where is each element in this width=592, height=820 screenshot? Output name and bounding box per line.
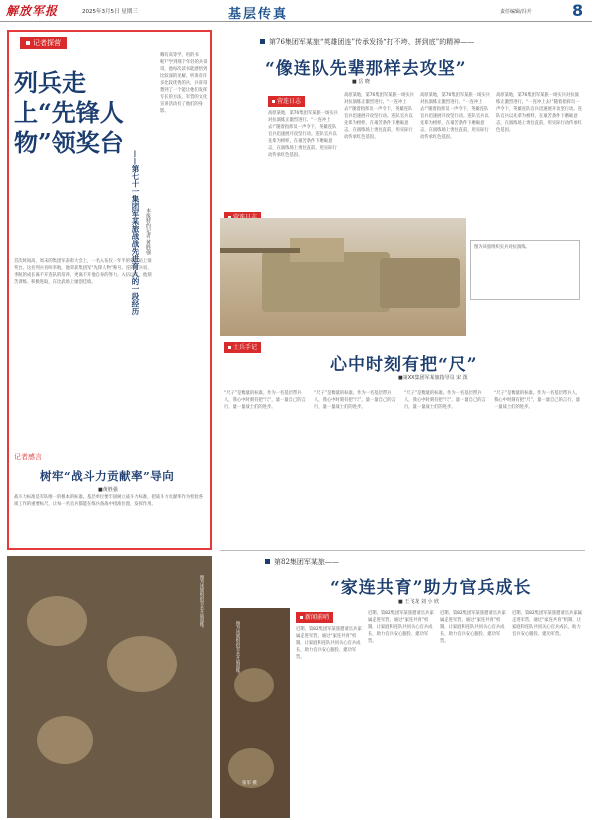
square-bullet-icon xyxy=(260,39,265,44)
top-story-col2: 高原某地，第76集团军某旅一场实兵对抗演练正激烈进行。“一连冲上去!”随着指挥员一声令下，英雄连队官兵迅速展开攻坚行动。连队官兵以先辈为榜样，在艰苦条件下磨砺意志，在演练场上勇往直前，用实际行动传承红色基因。 xyxy=(344,93,414,140)
soldier-notes-tag xyxy=(224,342,261,353)
bottom-story-col4: 近期，第82集团军某旅邀请官兵家属走进军营，通过“家连共育”机制，让家庭和连队共同关心官兵成长，助力官兵安心服役、建功军营。 xyxy=(512,611,582,637)
kicker-dot-icon xyxy=(26,41,30,45)
left-section2-byline: ■黄胜强 xyxy=(98,487,118,493)
helmet-shape xyxy=(37,716,93,764)
bottom-story-kicker xyxy=(265,557,339,567)
mid-story-col3: “尺子”是衡量的标准。作为一名基层带兵人，我心中时刻有把“尺”，量一量自己的言行，量一量战士们的进步。 xyxy=(404,391,486,410)
training-photo xyxy=(7,556,212,818)
section-title: 基层传真 xyxy=(228,7,289,22)
bottom-story-col3: 近期，第82集团军某旅邀请官兵家属走进军营，通过“家连共育”机制，让家庭和连队共同关心官兵成长，助力官兵安心服役、建功军营。 xyxy=(440,611,506,644)
soldier-notes-tag-label: 士兵手记 xyxy=(233,344,258,351)
bottom-story-col2: 近期，第82集团军某旅邀请官兵家属走进军营，通过“家连共育”机制，让家庭和连队共同关心官兵成长，助力官兵安心服役、建功军营。 xyxy=(368,611,434,644)
soldiers-photo-credit: 张军 摄 xyxy=(242,781,257,786)
soldiers-photo-caption: 图为该旅组织官兵开展训练。 xyxy=(235,621,240,677)
left-feature-byline: 本报特约记者 黄胜强 xyxy=(145,208,151,255)
mid-story-byline: ■第XX集团军某旅指导员 宋 泼 xyxy=(398,375,468,381)
photo-caption: 图为该旅组织实兵对抗演练。 xyxy=(474,245,530,250)
helmet-shape xyxy=(234,668,274,702)
training-photo-caption: 图为该旅组织官兵开展训练。 xyxy=(199,575,204,631)
left-section2-label: 记者感言 xyxy=(14,453,42,461)
bottom-story-col1: 近期，第82集团军某旅邀请官兵家属走进军营，通过“家连共育”机制，让家庭和连队共同关心官兵成长，助力官兵安心服役、建功军营。 xyxy=(296,627,362,660)
tag-dot-icon xyxy=(300,616,303,619)
bottom-story-headline: “家连共育”助力官兵成长 xyxy=(330,578,532,598)
left-kicker-label: 记者探营 xyxy=(33,39,61,47)
mid-story-col4: “尺子”是衡量的标准。作为一名基层带兵人，我心中时刻有把“尺”，量一量自己的言行，量一量战士们的进步。 xyxy=(494,391,581,410)
news-frontline-tag xyxy=(296,612,333,623)
top-story-col3: 高原某地，第76集团军某旅一场实兵对抗演练正激烈进行。“一连冲上去!”随着指挥员一声令下，英雄连队官兵迅速展开攻坚行动。连队官兵以先辈为榜样，在艰苦条件下磨砺意志，在演练场上勇往直前，用实际行动传承红色基因。 xyxy=(420,93,490,140)
left-section2-headline: 树牢“战斗力贡献率”导向 xyxy=(40,469,175,483)
newspaper-logo: 解放军报 xyxy=(6,4,59,18)
top-story-tag xyxy=(268,96,305,107)
tag-dot-icon xyxy=(272,100,275,103)
top-story-col4: 高原某地，第76集团军某旅一场实兵对抗演练正激烈进行。“一连冲上去!”随着指挥员一声令下，英雄连队官兵迅速展开攻坚行动。连队官兵以先辈为榜样，在艰苦条件下磨砺意志，在演练场上勇往直前，用实际行动传承红色基因。 xyxy=(496,93,582,133)
armored-vehicle-shape xyxy=(380,258,460,308)
helmet-shape xyxy=(107,636,177,692)
vehicle-gun-shape xyxy=(220,248,300,253)
bottom-story-kicker-label: 第82集团军某旅—— xyxy=(274,558,339,566)
top-story-headline: “像连队先辈那样去攻坚” xyxy=(265,59,467,79)
masthead xyxy=(0,0,592,22)
bottom-story-byline: ■ 王飞龙 刘 小 欣 xyxy=(398,599,440,605)
helmet-shape xyxy=(27,596,87,646)
left-kicker xyxy=(20,37,67,49)
left-feature-title: 列兵走上“先锋人物”领奖台 xyxy=(14,68,124,157)
photo-caption-box xyxy=(470,240,580,300)
mid-story-col2: “尺子”是衡量的标准。作为一名基层带兵人，我心中时刻有把“尺”，量一量自己的言行，量一量战士们的进步。 xyxy=(314,391,396,410)
top-story-kicker-label: 第76集团军某旅“英雄团连”传承发扬“打不垮、拼到底”的精神—— xyxy=(269,38,475,46)
armored-vehicles-photo xyxy=(220,218,466,336)
top-story-kicker xyxy=(260,37,474,47)
left-section2-text: 战斗力标准是军队唯一的根本的标准。基层单位要牢固树立战斗力标准，把战斗力贡献率作为检验各项工作的重要标尺，让每一名官兵都能在练兵备战中找准位置、发挥作用。 xyxy=(14,495,204,507)
top-story-byline: ■ 岳 晓 xyxy=(352,79,370,85)
mid-story-headline: 心中时刻有把“尺” xyxy=(330,355,478,375)
top-story-tag-label: 营连日志 xyxy=(277,98,302,105)
square-bullet-icon xyxy=(265,559,270,564)
left-feature-subtitle: ——第七十一集团军某旅战战先进育人的一段经历 xyxy=(131,150,140,315)
issue-date: 2025年3月5日 星期三 xyxy=(82,9,138,15)
top-story-col1: 高原某地，第76集团军某旅一场实兵对抗演练正激烈进行。“一连冲上去!”随着指挥员一声令下，英雄连队官兵迅速展开攻坚行动。连队官兵以先辈为榜样，在艰苦条件下磨砺意志，在演练场上勇往直前，用实际行动传承红色基因。 xyxy=(268,111,338,158)
news-frontline-tag-label: 新闻前哨 xyxy=(305,614,330,621)
left-feature-body-text: 首次时间高，周末的集团军表彰大会上，一名入伍仅一年半的列兵站上领奖台。这名列兵名叫李航，他荣获集团军“先锋人物”称号。连队官兵说，李航的成长离不开连队的培养，更离不开他自身的努力。入伍以来，他刻苦训练、积极进取，在比武场上屡创佳绩。 xyxy=(14,259,152,285)
left-feature-column-text: 哪有高等学，用的书呢?”学到那个年轻的兵哥哥，他每次读书能感悟到比较深的见解，听说有许多比较优秀的兵，兵哥哥想到了一个能让他们发挥专长的方法，军营的文化宣讲活动有了他们的身影。 xyxy=(160,53,208,114)
editor-credit: 责任编辑/冯升 xyxy=(500,9,532,15)
section-divider xyxy=(220,550,585,551)
mid-story-col1: “尺子”是衡量的标准。作为一名基层带兵人，我心中时刻有把“尺”，量一量自己的言行，量一量战士们的进步。 xyxy=(224,391,306,410)
page-number: 8 xyxy=(572,1,584,20)
tag-dot-icon xyxy=(228,346,231,349)
